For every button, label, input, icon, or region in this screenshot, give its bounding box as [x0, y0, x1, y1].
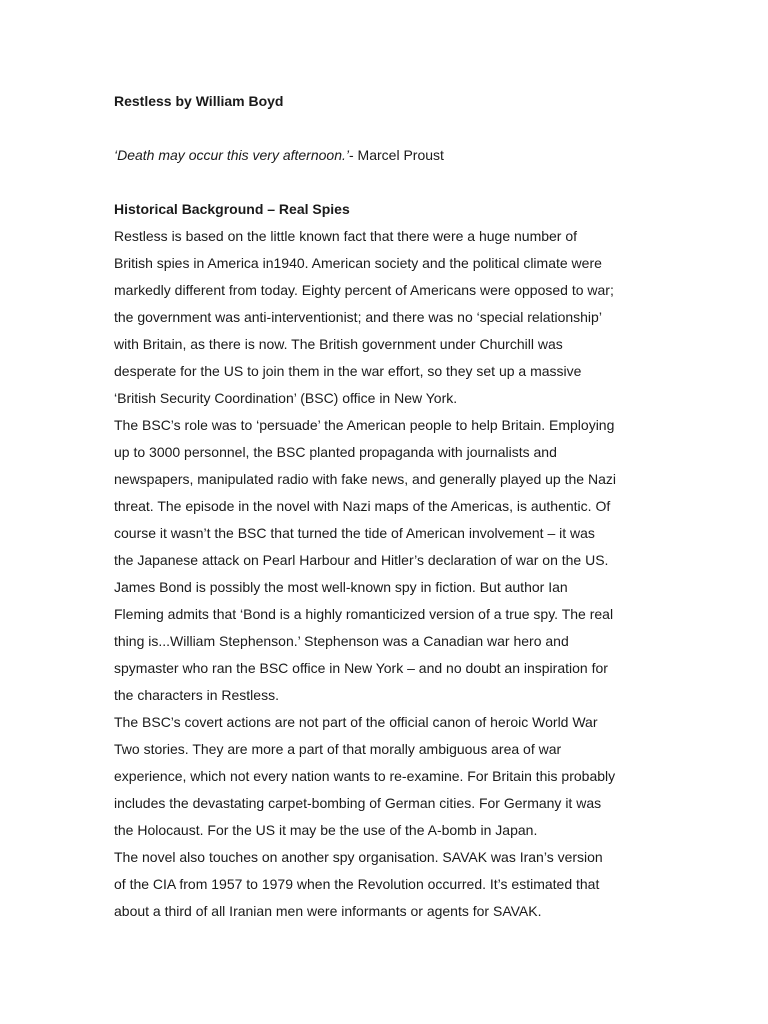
text-line: Fleming admits that ‘Bond is a highly romanticized version of a true spy. The real	[114, 606, 614, 622]
text-line: The BSC’s role was to ‘persuade’ the American people to help Britain. Employing	[114, 417, 615, 433]
epigraph-attribution: - Marcel Proust	[349, 147, 444, 163]
text-line: Restless is based on the little known fact that there were a huge number of	[114, 228, 578, 244]
text-line: includes the devastating carpet-bombing of German cities. For Germany it was	[114, 795, 602, 811]
text-line: of the CIA from 1957 to 1979 when the Revolution occurred. It’s estimated that	[114, 876, 600, 892]
text-line: up to 3000 personnel, the BSC planted propaganda with journalists and	[114, 444, 557, 460]
text-line: the government was anti-interventionist; and there was no ‘special relationship’	[114, 309, 602, 325]
text-line: the Holocaust. For the US it may be the use of the A-bomb in Japan.	[114, 822, 538, 838]
text-line: the Japanese attack on Pearl Harbour and Hitler’s declaration of war on the US.	[114, 552, 609, 568]
epigraph	[114, 142, 654, 169]
text-line: The BSC’s covert actions are not part of the official canon of heroic World War	[114, 714, 598, 730]
text-line: experience, which not every nation wants to re-examine. For Britain this probably	[114, 768, 616, 784]
epigraph-quote: ‘Death may occur this very afternoon.’	[114, 147, 349, 163]
text-line: with Britain, as there is now. The British government under Churchill was	[114, 336, 563, 352]
text-line: spymaster who ran the BSC office in New York – and no doubt an inspiration for	[114, 660, 608, 676]
document-title: Restless by William Boyd	[114, 93, 284, 109]
text-line: James Bond is possibly the most well-known spy in fiction. But author Ian	[114, 579, 568, 595]
text-line: threat. The episode in the novel with Nazi maps of the Americas, is authentic. Of	[114, 498, 611, 514]
text-line: ‘British Security Coordination’ (BSC) office in New York.	[114, 390, 458, 406]
body-text	[114, 223, 654, 925]
text-line: desperate for the US to join them in the war effort, so they set up a massive	[114, 363, 582, 379]
document-page	[114, 88, 654, 925]
text-line: thing is...William Stephenson.’ Stephenson was a Canadian war hero and	[114, 633, 569, 649]
text-line: the characters in Restless.	[114, 687, 279, 703]
text-line: British spies in America in1940. American society and the political climate were	[114, 255, 602, 271]
text-line: Two stories. They are more a part of that morally ambiguous area of war	[114, 741, 562, 757]
section-heading: Historical Background – Real Spies	[114, 201, 350, 217]
text-line: The novel also touches on another spy organisation. SAVAK was Iran’s version	[114, 849, 603, 865]
text-line: about a third of all Iranian men were informants or agents for SAVAK.	[114, 903, 542, 919]
text-line: newspapers, manipulated radio with fake news, and generally played up the Nazi	[114, 471, 616, 487]
text-line: course it wasn’t the BSC that turned the tide of American involvement – it was	[114, 525, 595, 541]
text-line: markedly different from today. Eighty percent of Americans were opposed to war;	[114, 282, 614, 298]
